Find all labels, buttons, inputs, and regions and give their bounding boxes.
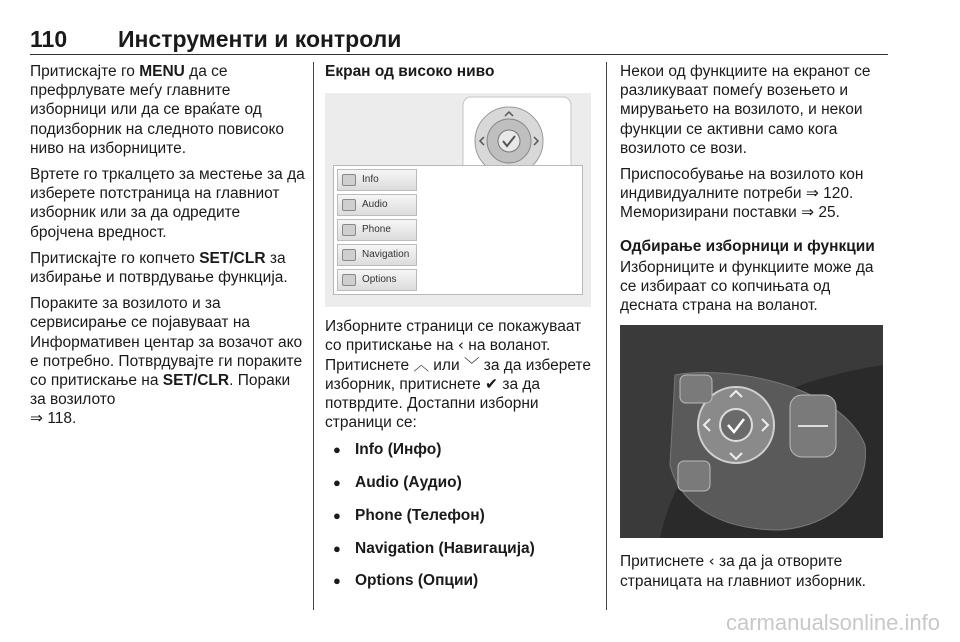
list-item: ● Navigation (Навигација) — [325, 539, 600, 558]
steering-wheel-controls-image — [620, 325, 883, 538]
list-item: ● Options (Опции) — [325, 571, 600, 590]
column-3 — [620, 62, 890, 598]
paragraph-driving-functions: Некои од функциите на екранот се разликуваат помеѓу возењето и мирувањето на возилото, и некои функции се активни само кога возилото се вози. — [620, 63, 871, 157]
menu-item-options[interactable]: Options — [337, 269, 417, 291]
list-item: ● Phone (Телефон) — [325, 506, 600, 525]
page-reference-link[interactable]: 118. — [47, 410, 77, 428]
menu-item-phone[interactable]: Phone — [337, 219, 417, 241]
list-item: ● Audio (Аудио) — [325, 473, 600, 492]
page-reference-link[interactable]: 25. — [818, 204, 840, 222]
paragraph-thumbwheel: Вртете го тркалцето за местење за да изберете потстраница на главниот изборник или за да одредите бројчена вредност. — [30, 166, 305, 241]
chevron-up-icon: ︿ — [413, 355, 429, 374]
column-divider-2 — [606, 62, 607, 610]
main-menu-panel — [333, 165, 583, 295]
header-rule — [30, 54, 888, 55]
page-reference-icon: ⇒ — [30, 409, 43, 428]
page-header — [30, 26, 888, 56]
phone-icon — [342, 224, 356, 236]
chevron-left-icon: ‹ — [457, 336, 464, 355]
paragraph-open-main-menu: Притиснете ‹ за да ја отворите страницата на главниот изборник. — [620, 552, 866, 590]
column-2 — [325, 62, 600, 604]
steering-wheel-photo — [620, 325, 883, 538]
column-divider-1 — [313, 62, 314, 610]
section-heading-high-level-display: Екран од високо ниво — [325, 63, 495, 80]
page-reference-icon: ⇒ — [801, 203, 815, 222]
page-reference-icon: ⇒ — [805, 184, 819, 203]
paragraph-personalization: Приспособување на возилото кон индивидуалните потреби ⇒ 120. Меморизирани поставки ⇒ 25. — [620, 166, 864, 222]
section-heading-selecting-menus: Одбирање изборници и функции — [620, 237, 875, 255]
paragraph-set-clr: Притискајте го копчето SET/CLR за избирање и потврдување функција. — [30, 249, 288, 287]
paragraph-menu-button: Притискајте го MENU да се префрлувате меѓу главните изборници или да се враќате од подизборник на следното повисоко ниво на изборниците. — [30, 63, 285, 157]
paragraph-menu-pages: Изборните страници се покажуваат со притискање на ‹ на воланот. Притиснете ︿ или ﹀ за да изберете изборник, притиснете ✔ за да потврдите. Достапни изборни страници се: — [325, 318, 591, 432]
paragraph-steering-buttons: Изборниците и функциите може да се избираат со копчињата од десната страна на воланот. — [620, 258, 874, 315]
page-reference-link[interactable]: 120. — [823, 185, 854, 203]
menu-item-info[interactable]: Info — [337, 169, 417, 191]
options-icon — [342, 274, 356, 286]
menu-item-audio[interactable]: Audio — [337, 194, 417, 216]
page-number: 110 — [30, 26, 68, 52]
chevron-down-icon: ﹀ — [463, 355, 480, 374]
list-item: ● Info (Инфо) — [325, 440, 600, 459]
menu-options-list — [325, 440, 600, 590]
chapter-title: Инструменти и контроли — [118, 26, 402, 52]
watermark: carmanualsonline.info — [725, 610, 940, 635]
column-1 — [30, 62, 306, 436]
info-icon — [342, 174, 356, 186]
music-note-icon — [342, 199, 356, 211]
display-figure — [325, 93, 591, 307]
paragraph-vehicle-messages: Пораките за возилото и за сервисирање се појавуваат на Информативен центар за возачот ако е потребно. Потврдувајте ги пораките со притискање на SET/CLR. Пораки за возилото ⇒ 118. — [30, 295, 303, 428]
checkmark-icon: ✔ — [485, 374, 499, 393]
menu-item-navigation[interactable]: Navigation — [337, 244, 417, 266]
navigation-icon — [342, 249, 356, 261]
chevron-left-icon: ‹ — [708, 552, 715, 571]
